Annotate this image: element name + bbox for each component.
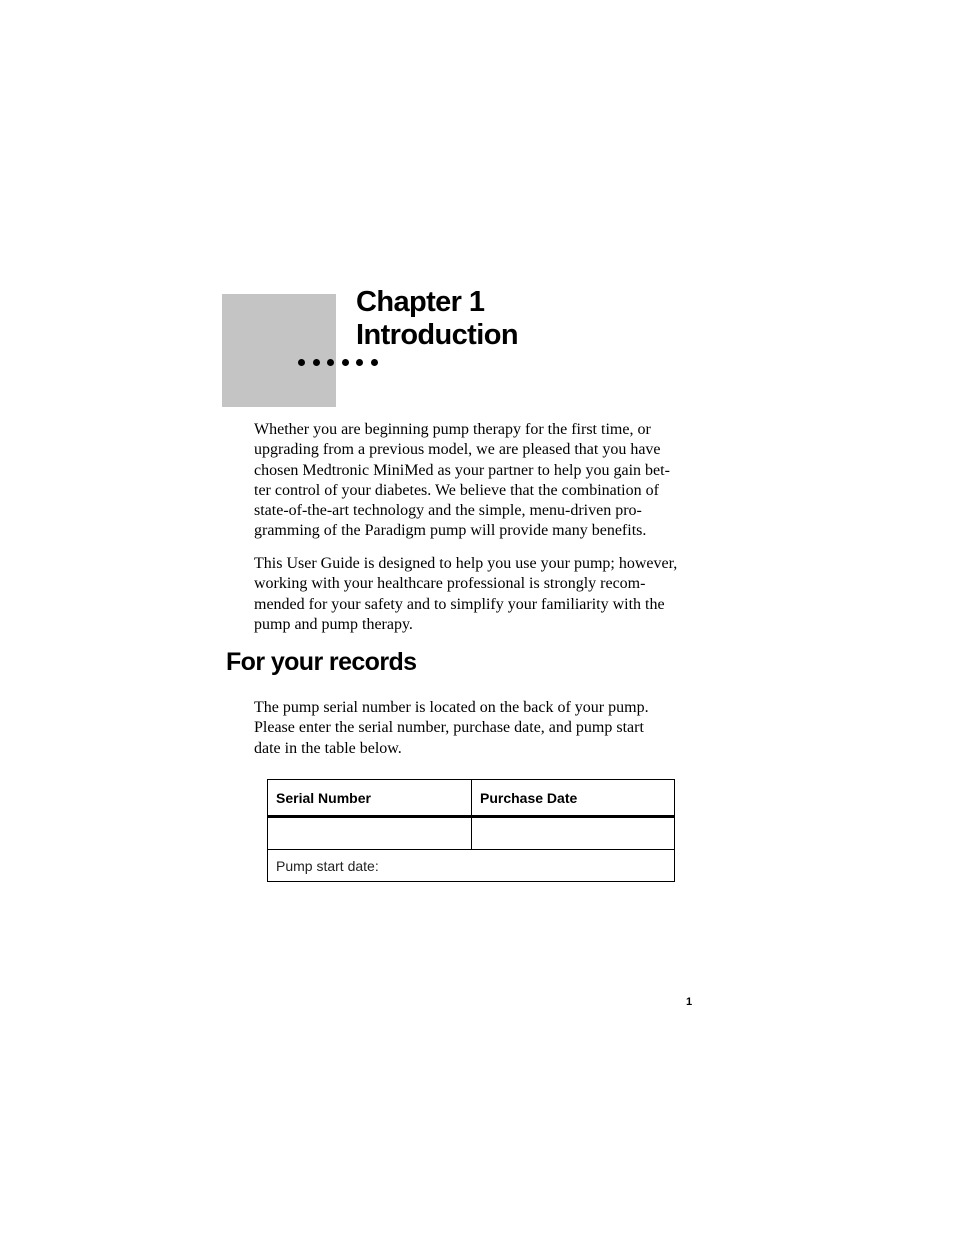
section-heading-records: For your records [226, 648, 417, 676]
intro-paragraph-2: This User Guide is designed to help you use your pump; however, working with your healthcare professional is strongly recom- mended for your safety and to simplify your familiarity with the pump and pump therapy. [254, 555, 678, 633]
table-row [268, 850, 675, 882]
records-table [267, 779, 675, 882]
dot [313, 359, 320, 366]
dot [342, 359, 349, 366]
page-number: 1 [686, 996, 693, 1008]
header-serial-number: Serial Number [268, 780, 472, 817]
chapter-name: Introduction [356, 319, 518, 351]
chapter-label: Chapter 1 [356, 286, 485, 318]
table-header-row [268, 780, 675, 817]
dot [356, 359, 363, 366]
table-row [268, 817, 675, 850]
records-paragraph: The pump serial number is located on the back of your pump. Please enter the serial number, purchase date, and pump start date in the table below. [254, 699, 649, 757]
serial-number-cell[interactable] [268, 817, 472, 850]
dot [327, 359, 334, 366]
dot [371, 359, 378, 366]
purchase-date-cell[interactable] [472, 817, 675, 850]
chapter-decoration-block [222, 294, 336, 407]
decorative-dots [298, 359, 378, 367]
chapter-title [356, 286, 518, 352]
intro-paragraph-1: Whether you are beginning pump therapy for the first time, or upgrading from a previous model, we are pleased that you have chosen Medtronic MiniMed as your partner to help you gain bet- ter control of your diabetes. We believe that the combination of state-of-the-art technology and the simple, menu-driven pro- gramming of the Paradigm pump will provide many benefits. [254, 421, 670, 540]
pump-start-date-cell[interactable]: Pump start date: [268, 850, 675, 882]
dot [298, 359, 305, 366]
header-purchase-date: Purchase Date [472, 780, 675, 817]
